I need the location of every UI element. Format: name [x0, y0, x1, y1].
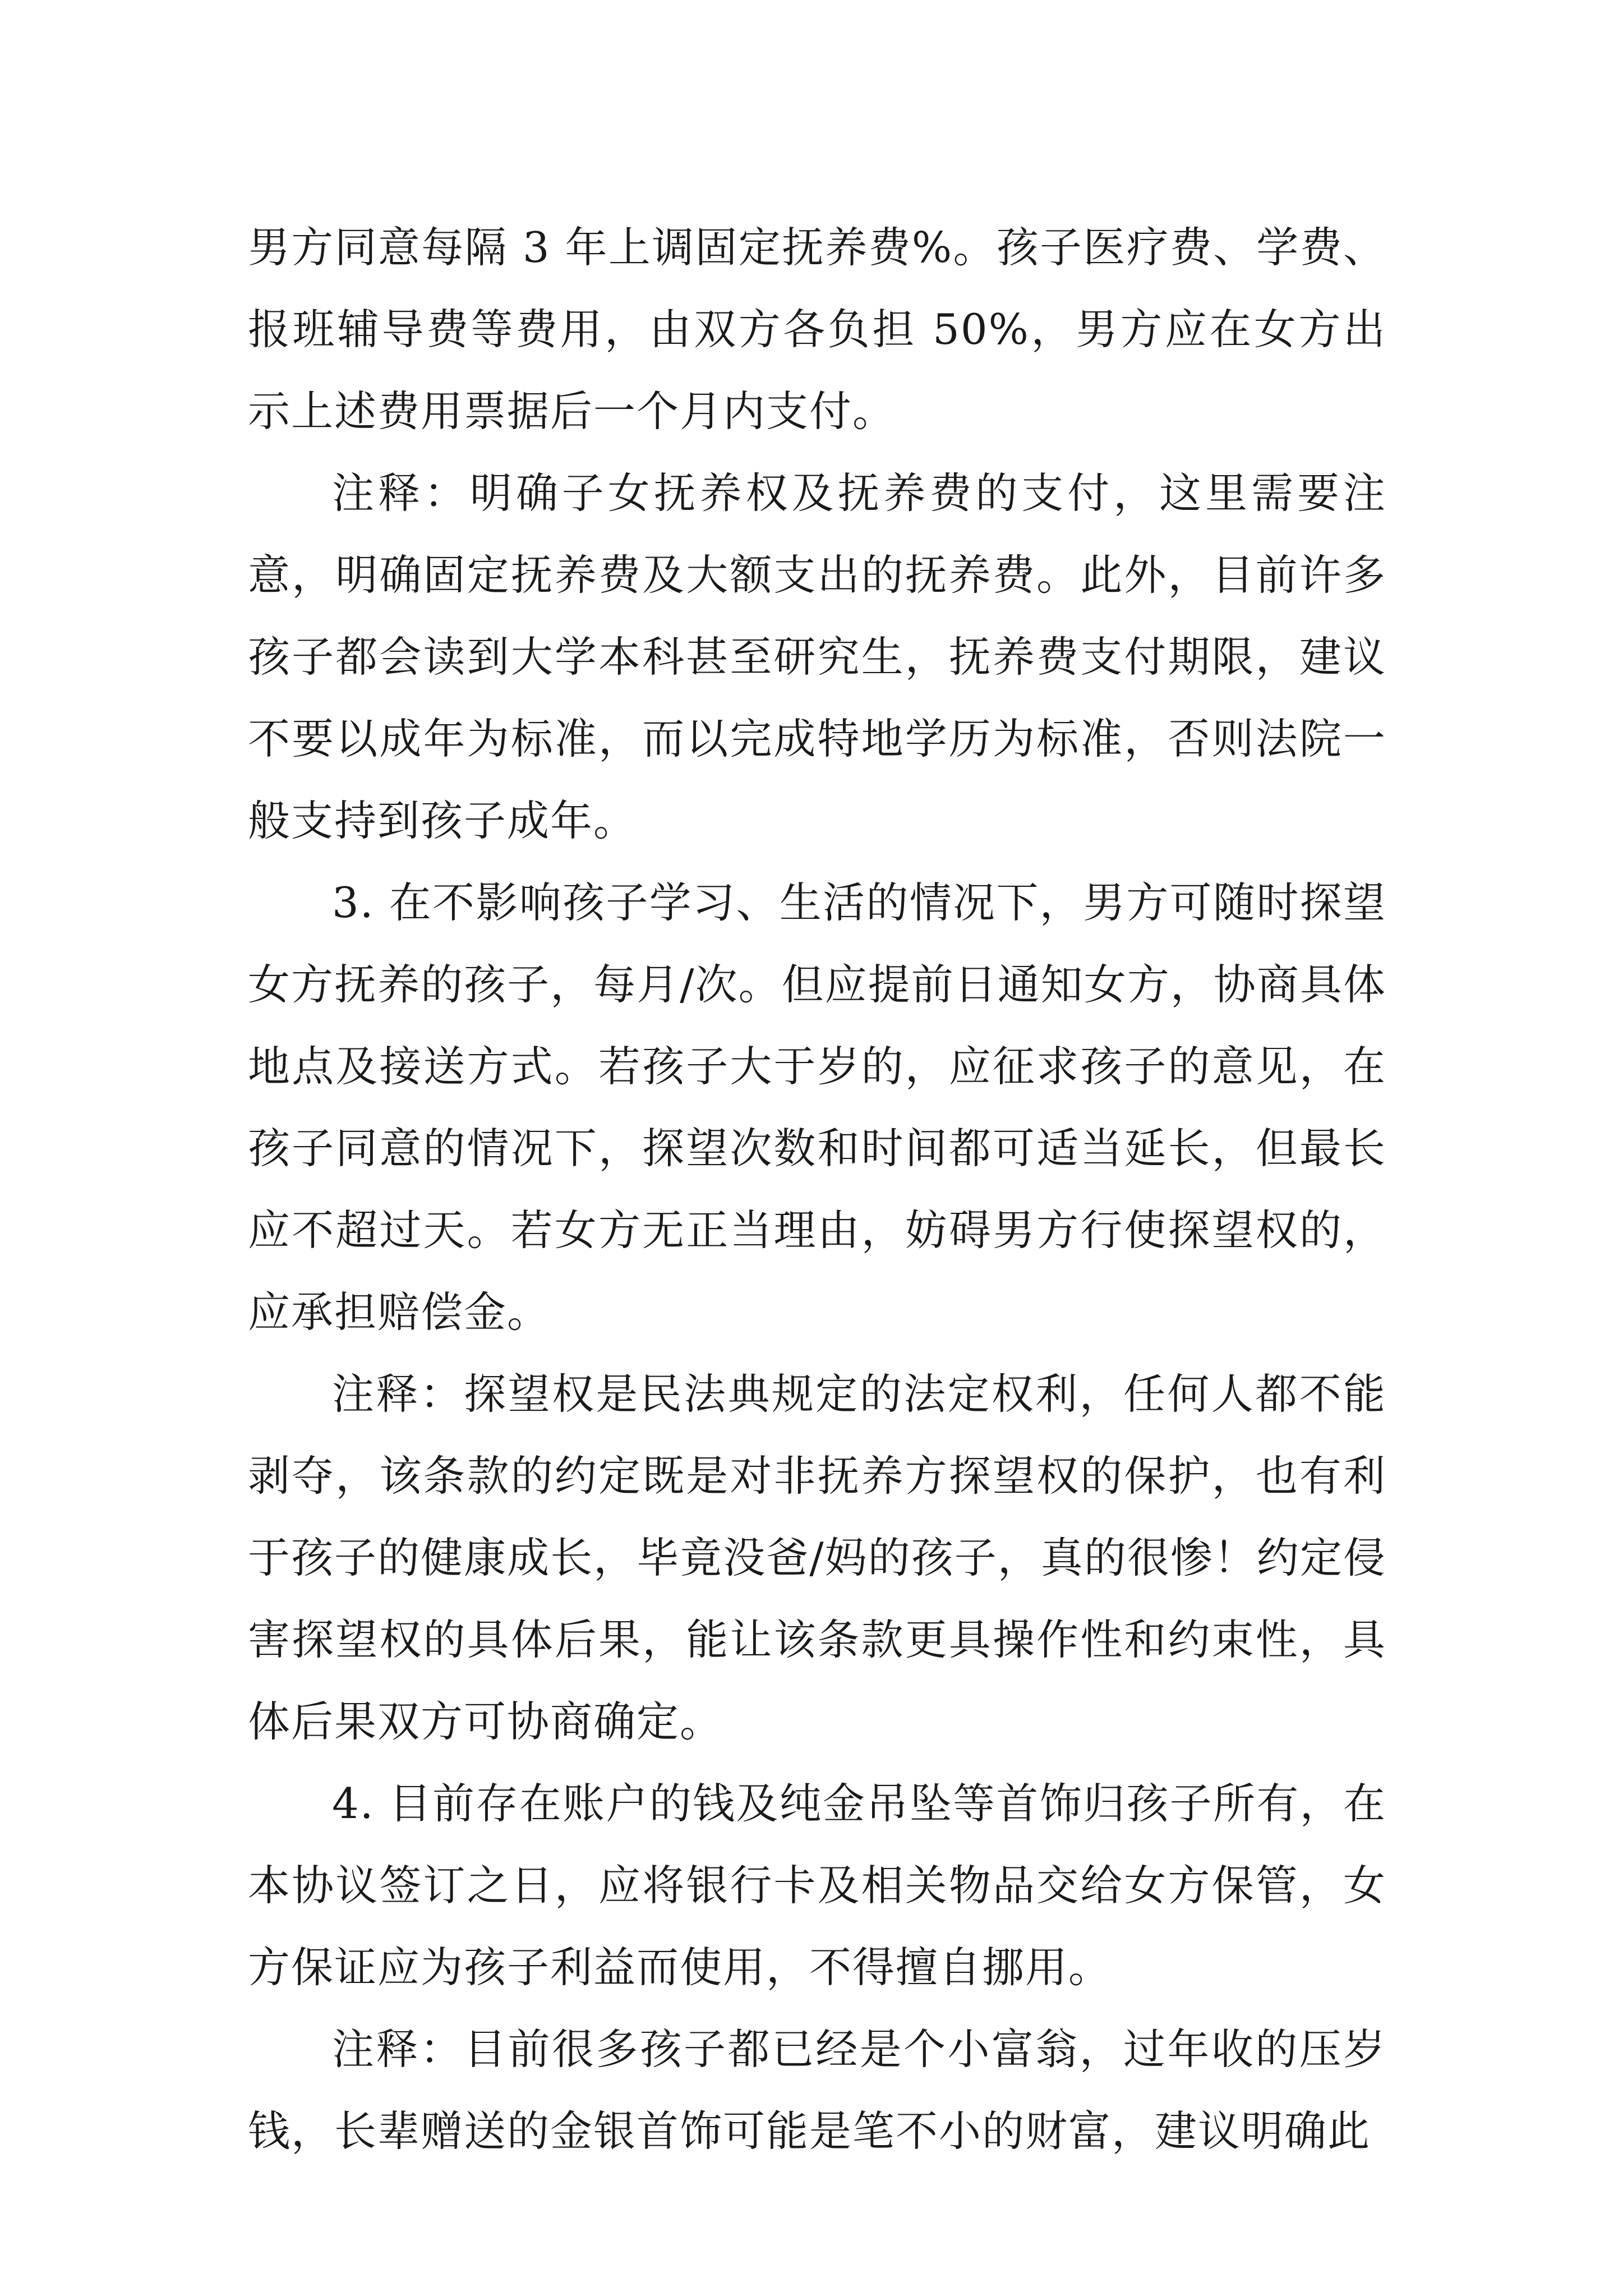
paragraph-clause-4-child-property: 4. 目前存在账户的钱及纯金吊坠等首饰归孩子所有，在本协议签订之日，应将银行卡及相关物品交给女方保管，女方保证应为孩子利益而使用，不得擅自挪用。 — [248, 1779, 1386, 1992]
document-body — [248, 206, 1386, 2172]
paragraph-clause-3-visitation: 3. 在不影响孩子学习、生活的情况下，男方可随时探望女方抚养的孩子，每月/次。但应提前日通知女方，协商具体地点及接送方式。若孩子大于岁的，应征求孩子的意见，在孩子同意的情况下，探望次数和时间都可适当延长，但最长应不超过天。若女方无正当理由，妨碍男方行使探望权的，应承担赔偿金。 — [248, 878, 1386, 1337]
paragraph-note-child-property: 注释：目前很多孩子都已经是个小富翁，过年收的压岁钱，长辈赠送的金银首饰可能是笔不小的财富，建议明确此 — [248, 2024, 1386, 2156]
paragraph-fee-adjustment: 男方同意每隔 3 年上调固定抚养费%。孩子医疗费、学费、报班辅导费等费用，由双方各负担 50%，男方应在女方出示上述费用票据后一个月内支付。 — [248, 223, 1386, 436]
paragraph-note-visitation: 注释：探望权是民法典规定的法定权利，任何人都不能剥夺，该条款的约定既是对非抚养方探望权的保护，也有利于孩子的健康成长，毕竟没爸/妈的孩子，真的很惨！约定侵害探望权的具体后果，能让该条款更具操作性和约束性，具体后果双方可协商确定。 — [248, 1369, 1386, 1746]
paragraph-note-custody-fees: 注释：明确子女抚养权及抚养费的支付，这里需要注意，明确固定抚养费及大额支出的抚养费。此外，目前许多孩子都会读到大学本科甚至研究生，抚养费支付期限，建议不要以成年为标准，而以完成特地学历为标准，否则法院一般支持到孩子成年。 — [248, 468, 1386, 845]
